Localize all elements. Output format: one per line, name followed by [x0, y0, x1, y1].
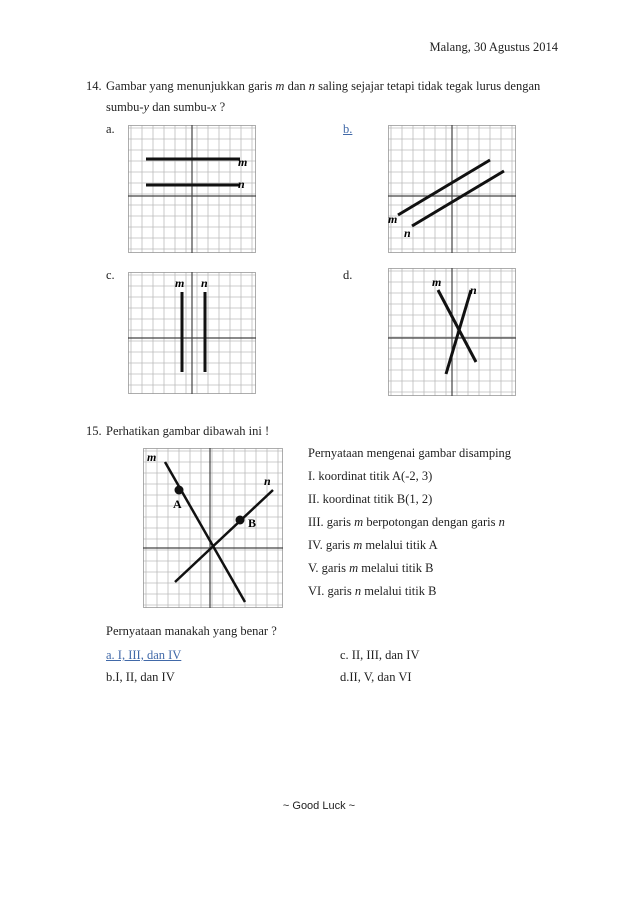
q15-prompt: Perhatikan gambar dibawah ini ! [106, 424, 270, 438]
q15-question: Pernyataan manakah yang benar ? [106, 624, 277, 638]
q15-answer-d[interactable]: d.II, V, dan VI [340, 670, 412, 684]
q14-option-b-label[interactable]: b. [343, 122, 353, 136]
graph-a [128, 125, 256, 253]
graph-b [388, 125, 516, 253]
graph-d [388, 268, 516, 396]
q14-text-line1: Gambar yang menunjukkan garis m dan n saling sejajar tetapi tidak tegak lurus dengan [106, 79, 541, 93]
q15-answer-a[interactable]: a. I, III, dan IV [106, 648, 182, 662]
q15-answer-b[interactable]: b.I, II, dan IV [106, 670, 175, 684]
graph-a-label-n: n [238, 177, 245, 191]
q15-statement-5: V. garis m melalui titik B [308, 561, 434, 575]
graph-b-label-n: n [404, 226, 411, 240]
graph-d-label-n: n [470, 283, 477, 297]
q14-number: 14. [86, 79, 102, 93]
q15-statement-6: VI. garis n melalui titik B [308, 584, 437, 598]
q15-statement-1: I. koordinat titik A(-2, 3) [308, 469, 433, 483]
q14-option-a-label[interactable]: a. [106, 122, 115, 136]
graph-d-line-n [446, 290, 471, 374]
q15-statement-header: Pernyataan mengenai gambar disamping [308, 446, 512, 460]
q14-text-line2: sumbu-y dan sumbu-x ? [106, 100, 226, 114]
q15-label-a: A [173, 497, 182, 511]
graph-b-label-m: m [388, 212, 398, 226]
q15-point-b [236, 516, 245, 525]
q15-point-a [175, 486, 184, 495]
graph-a-label-m: m [238, 155, 248, 169]
graph-c [128, 272, 256, 394]
q14-option-c-label[interactable]: c. [106, 268, 115, 282]
q15-label-m: m [147, 450, 157, 464]
q15-statement-2: II. koordinat titik B(1, 2) [308, 492, 433, 506]
q15-label-b: B [248, 516, 257, 530]
q14-option-d-label[interactable]: d. [343, 268, 353, 282]
q15-number: 15. [86, 424, 102, 438]
q15-label-n: n [264, 474, 271, 488]
graph-c-label-m: m [175, 276, 185, 290]
graph-c-label-n: n [201, 276, 208, 290]
q15-statement-3: III. garis m berpotongan dengan garis n [308, 515, 505, 529]
q15-statement-4: IV. garis m melalui titik A [308, 538, 438, 552]
q15-answer-c[interactable]: c. II, III, dan IV [340, 648, 420, 662]
graph-q15 [143, 448, 283, 608]
graph-d-label-m: m [432, 275, 442, 289]
date-header: Malang, 30 Agustus 2014 [429, 40, 558, 54]
footer-good-luck: ~ Good Luck ~ [282, 800, 356, 812]
